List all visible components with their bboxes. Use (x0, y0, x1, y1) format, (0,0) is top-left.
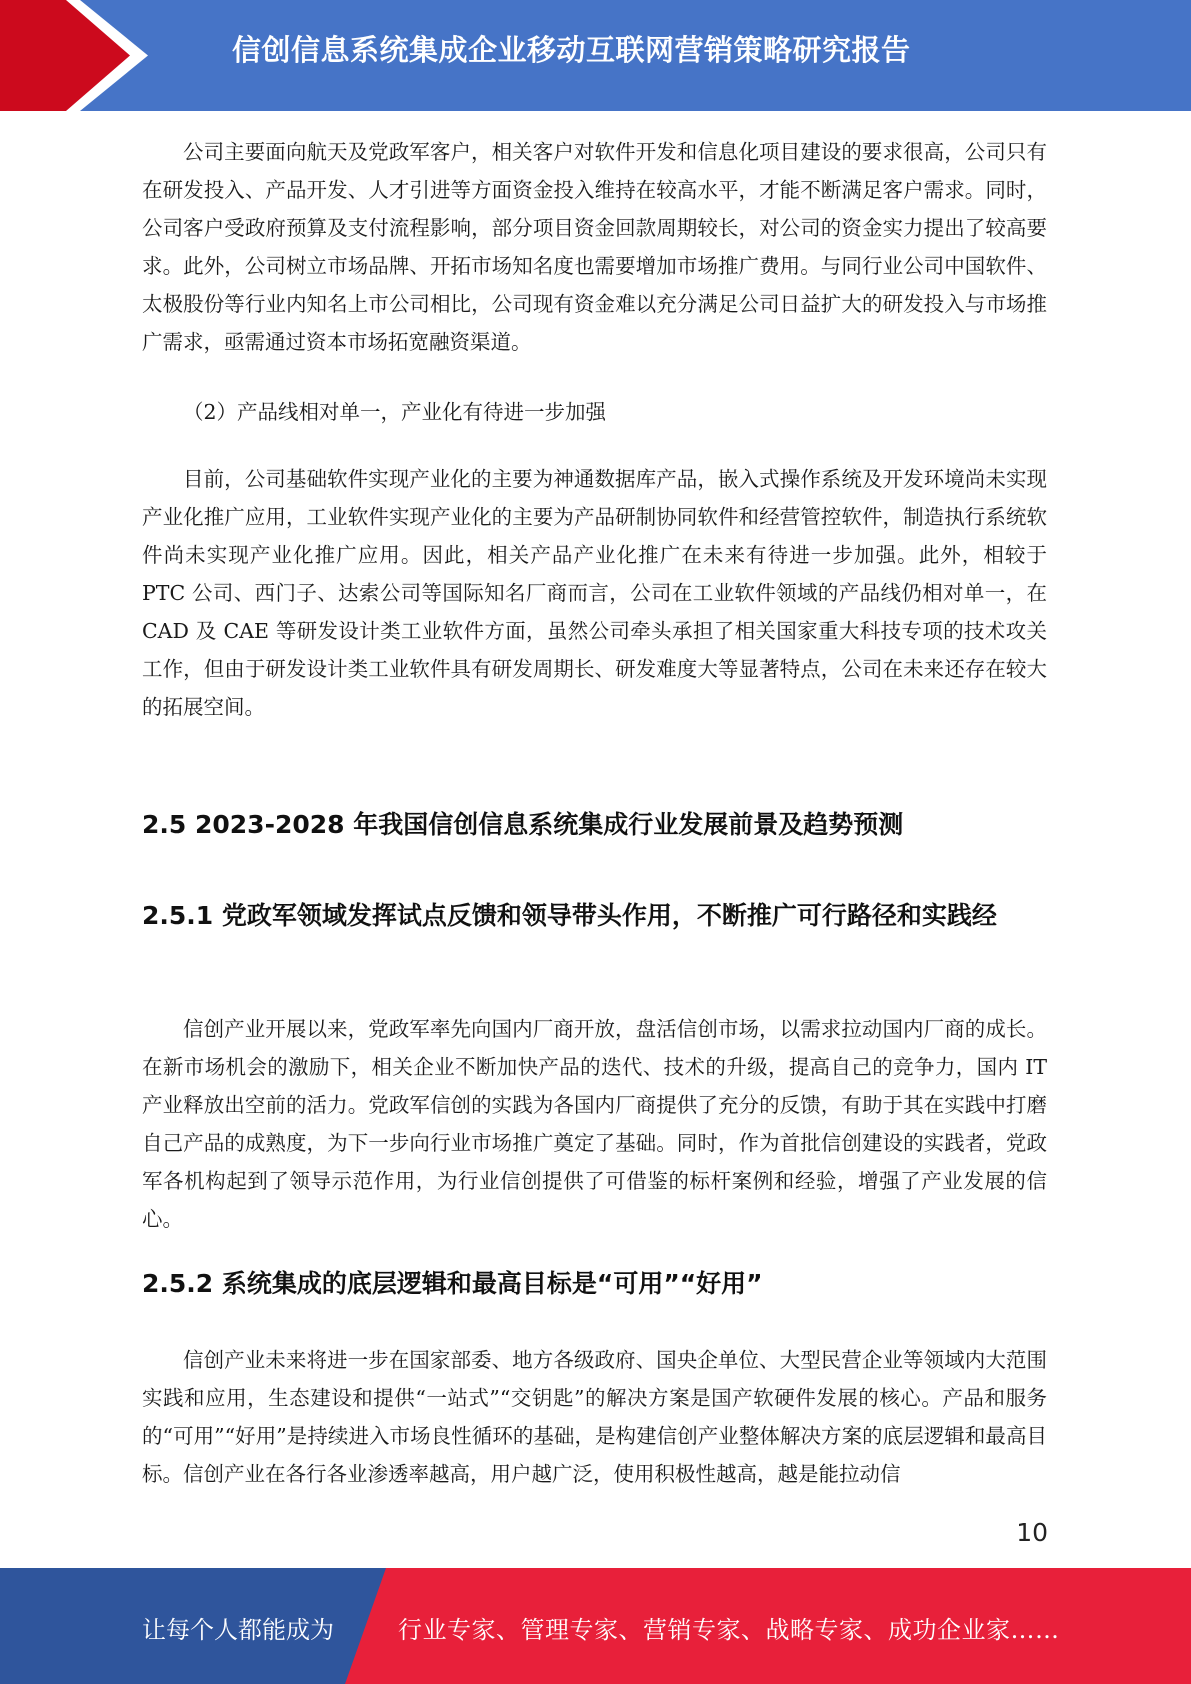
section-heading-2-5-1: 2.5.1 党政军领域发挥试点反馈和领导带头作用，不断推广可行路径和实践经 (142, 901, 997, 930)
page-header (0, 0, 1191, 111)
report-title: 信创信息系统集成企业移动互联网营销策略研究报告 (232, 33, 911, 67)
footer-slogan-left: 让每个人都能成为 (142, 1616, 334, 1644)
page-footer (0, 1568, 1191, 1684)
page-number: 10 (1016, 1518, 1048, 1547)
body-paragraph-funding: 公司主要面向航天及党政军客户，相关客户对软件开发和信息化项目建设的要求很高，公司只有在研发投入、产品开发、人才引进等方面资金投入维持在较高水平，才能不断满足客户需求。同时，公司客户受政府预算及支付流程影响，部分项目资金回款周期较长，对公司的资金实力提出了较高要求。此外，公司树立市场品牌、开拓市场知名度也需要增加市场推广费用。与同行业公司中国软件、太极股份等行业内知名上市公司相比，公司现有资金难以充分满足公司日益扩大的研发投入与市场推广需求，亟需通过资本市场拓宽融资渠道。 (142, 140, 1047, 354)
body-paragraph-party-government: 信创产业开展以来，党政军率先向国内厂商开放，盘活信创市场，以需求拉动国内厂商的成长。在新市场机会的激励下，相关企业不断加快产品的迭代、技术的升级，提高自己的竞争力，国内 IT 产业释放出空前的活力。党政军信创的实践为各国内厂商提供了充分的反馈，有助于其在实践中打磨自己产品的成熟度，为下一步向行业市场推广奠定了基础。同时，作为首批信创建设的实践者，党政军各机构起到了领导示范作用，为行业信创提供了可借鉴的标杆案例和经验，增强了产业发展的信心。 (142, 1017, 1047, 1231)
footer-slogan-right: 行业专家、管理专家、营销专家、战略专家、成功企业家…… (398, 1616, 1060, 1644)
section-heading-2-5-2: 2.5.2 系统集成的底层逻辑和最高目标是“可用”“好用” (142, 1269, 763, 1298)
section-heading-2-5: 2.5 2023-2028 年我国信创信息系统集成行业发展前景及趋势预测 (142, 810, 904, 839)
body-paragraph-product-line: 目前，公司基础软件实现产业化的主要为神通数据库产品，嵌入式操作系统及开发环境尚未实现产业化推广应用，工业软件实现产业化的主要为产品研制协同软件和经营管控软件，制造执行系统软件尚未实现产业化推广应用。因此，相关产品产业化推广在未来有待进一步加强。此外，相较于 PTC 公司、西门子、达索公司等国际知名厂商而言，公司在工业软件领域的产品线仍相对单一，在 CAD 及 CAE 等研发设计类工业软件方面，虽然公司牵头承担了相关国家重大科技专项的技术攻关工作，但由于研发设计类工业软件具有研发周期长、研发难度大等显著特点，公司在未来还存在较大的拓展空间。 (142, 467, 1047, 719)
subheading-product-line: （2）产品线相对单一，产业化有待进一步加强 (183, 400, 607, 424)
body-paragraph-system-integration: 信创产业未来将进一步在国家部委、地方各级政府、国央企单位、大型民营企业等领域内大范围实践和应用，生态建设和提供“一站式”“交钥匙”的解决方案是国产软硬件发展的核心。产品和服务的“可用”“好用”是持续进入市场良性循环的基础，是构建信创产业整体解决方案的底层逻辑和最高目标。信创产业在各行各业渗透率越高，用户越广泛，使用积极性越高，越是能拉动信 (142, 1348, 1047, 1486)
